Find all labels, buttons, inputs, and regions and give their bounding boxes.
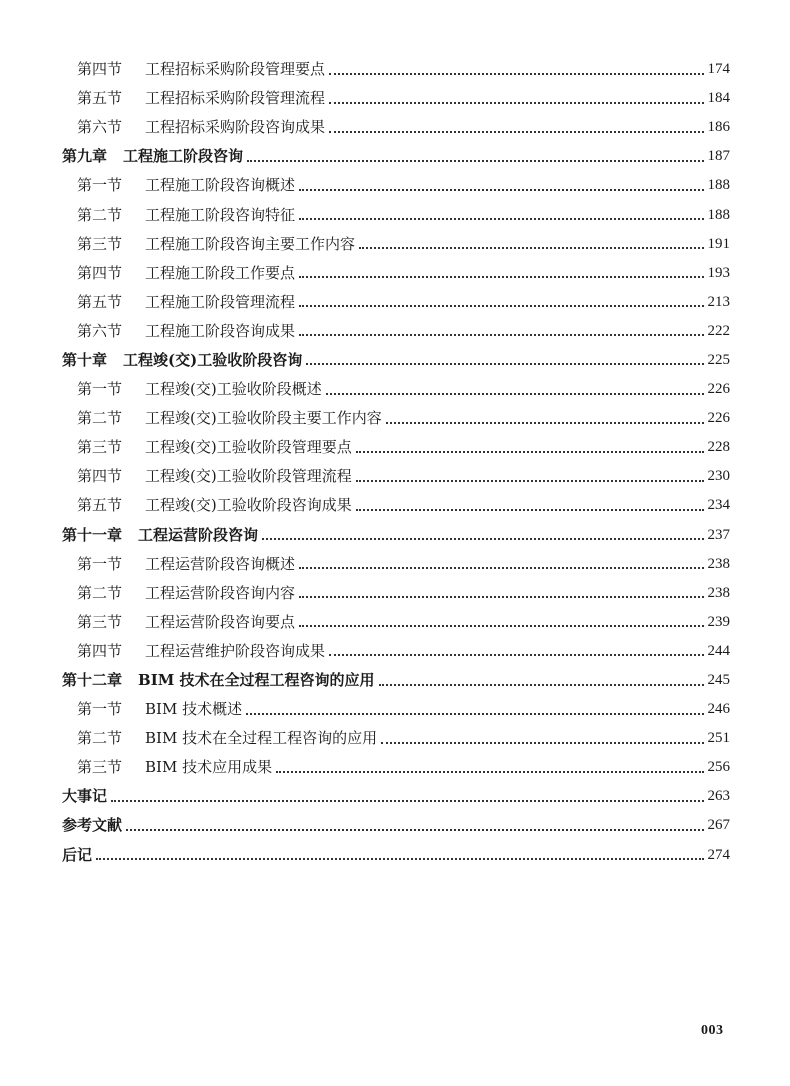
dot-leader [329, 131, 703, 133]
entry-title: 工程竣(交)工验收阶段咨询成果 [145, 496, 352, 515]
entry-page-number: 174 [707, 61, 730, 78]
entry-number: 第五节 [77, 292, 123, 311]
entry-title: 工程竣(交)工验收阶段管理要点 [145, 438, 352, 457]
toc-section-entry [62, 200, 730, 229]
entry-title: BIM 技术在全过程工程咨询的应用 [145, 729, 378, 748]
entry-page-number: 237 [707, 526, 730, 543]
dot-leader [329, 102, 703, 104]
entry-number: 第三节 [77, 234, 123, 253]
toc-section-entry [62, 579, 730, 608]
entry-number: 第三节 [77, 758, 123, 777]
entry-number: 第二节 [77, 409, 123, 428]
entry-page-number: 251 [707, 730, 730, 747]
entry-page-number: 263 [707, 788, 730, 805]
entry-page-number: 191 [707, 235, 730, 252]
entry-page-number: 244 [707, 642, 730, 659]
toc-section-entry [62, 491, 730, 520]
entry-number: 第十一章 [62, 525, 123, 544]
entry-title: 工程施工阶段管理流程 [145, 292, 296, 311]
toc-chapter-entry [62, 346, 730, 375]
toc-section-entry [62, 288, 730, 317]
entry-number: 第六节 [77, 321, 123, 340]
dot-leader [379, 684, 704, 686]
entry-number: 第二节 [77, 205, 123, 224]
toc-chapter-entry [62, 841, 730, 870]
toc-section-entry [62, 84, 730, 113]
entry-title: 后记 [62, 845, 93, 864]
dot-leader [111, 800, 703, 802]
toc-chapter-entry [62, 782, 730, 811]
toc-section-entry [62, 404, 730, 433]
entry-title: 工程运营阶段咨询概述 [145, 554, 296, 573]
toc-section-entry [62, 433, 730, 462]
dot-leader [276, 771, 703, 773]
dot-leader [356, 509, 704, 511]
dot-leader [299, 596, 703, 598]
entry-page-number: 213 [707, 293, 730, 310]
entry-number: 第三节 [77, 438, 123, 457]
entry-page-number: 226 [707, 381, 730, 398]
entry-page-number: 184 [707, 90, 730, 107]
toc-section-entry [62, 317, 730, 346]
entry-title: 工程施工阶段咨询概述 [145, 176, 296, 195]
entry-page-number: 228 [707, 439, 730, 456]
entry-title: 大事记 [62, 787, 108, 806]
entry-title: BIM 技术在全过程工程咨询的应用 [138, 671, 375, 690]
entry-page-number: 186 [707, 119, 730, 136]
dot-leader [329, 654, 703, 656]
entry-page-number: 274 [707, 846, 730, 863]
entry-number: 第十章 [62, 350, 108, 369]
toc-section-entry [62, 753, 730, 782]
entry-title: 工程竣(交)工验收阶段咨询 [123, 350, 303, 369]
entry-page-number: 188 [707, 177, 730, 194]
dot-leader [359, 247, 703, 249]
entry-number: 第一节 [77, 380, 123, 399]
toc-section-entry [62, 550, 730, 579]
toc-chapter-entry [62, 811, 730, 840]
entry-page-number: 230 [707, 468, 730, 485]
entry-number: 第一节 [77, 176, 123, 195]
entry-number: 第六节 [77, 118, 123, 137]
toc-section-entry [62, 171, 730, 200]
dot-leader [386, 422, 704, 424]
dot-leader [299, 567, 703, 569]
toc-section-entry [62, 230, 730, 259]
entry-title: 工程施工阶段咨询成果 [145, 321, 296, 340]
dot-leader [306, 363, 703, 365]
entry-title: 工程施工阶段咨询主要工作内容 [145, 234, 356, 253]
entry-title: BIM 技术应用成果 [145, 758, 273, 777]
entry-page-number: 222 [707, 322, 730, 339]
entry-page-number: 239 [707, 613, 730, 630]
toc-section-entry [62, 724, 730, 753]
entry-page-number: 193 [707, 264, 730, 281]
entry-page-number: 267 [707, 817, 730, 834]
entry-page-number: 226 [707, 410, 730, 427]
entry-title: 工程招标采购阶段管理流程 [145, 89, 326, 108]
entry-number: 第五节 [77, 89, 123, 108]
entry-title: 工程运营阶段咨询内容 [145, 583, 296, 602]
toc-chapter-entry [62, 521, 730, 550]
toc-section-entry [62, 462, 730, 491]
entry-title: 工程竣(交)工验收阶段管理流程 [145, 467, 352, 486]
dot-leader [356, 451, 704, 453]
entry-number: 第一节 [77, 700, 123, 719]
entry-title: 工程运营阶段咨询要点 [145, 612, 296, 631]
page-number: 003 [701, 1023, 724, 1038]
dot-leader [96, 858, 703, 860]
toc-chapter-entry [62, 666, 730, 695]
dot-leader [299, 305, 703, 307]
entry-page-number: 188 [707, 206, 730, 223]
entry-number: 第九章 [62, 147, 108, 166]
entry-number: 第二节 [77, 729, 123, 748]
dot-leader [356, 480, 704, 482]
entry-title: 工程竣(交)工验收阶段主要工作内容 [145, 409, 382, 428]
entry-title: BIM 技术概述 [145, 700, 243, 719]
entry-title: 工程施工阶段咨询特征 [145, 205, 296, 224]
dot-leader [326, 393, 704, 395]
entry-page-number: 245 [707, 672, 730, 689]
entry-title: 工程运营阶段咨询 [138, 525, 259, 544]
entry-page-number: 187 [707, 148, 730, 165]
toc-section-entry [62, 637, 730, 666]
dot-leader [299, 189, 703, 191]
entry-number: 第四节 [77, 467, 123, 486]
entry-title: 工程施工阶段咨询 [123, 147, 244, 166]
dot-leader [299, 276, 703, 278]
entry-title: 参考文献 [62, 816, 123, 835]
toc-section-entry [62, 113, 730, 142]
dot-leader [246, 713, 703, 715]
entry-page-number: 225 [707, 351, 730, 368]
entry-page-number: 246 [707, 701, 730, 718]
entry-page-number: 256 [707, 759, 730, 776]
dot-leader [299, 625, 703, 627]
dot-leader [247, 160, 703, 162]
entry-title: 工程竣(交)工验收阶段概述 [145, 380, 322, 399]
toc-section-entry [62, 695, 730, 724]
dot-leader [299, 218, 703, 220]
entry-page-number: 234 [707, 497, 730, 514]
entry-page-number: 238 [707, 555, 730, 572]
entry-number: 第三节 [77, 612, 123, 631]
dot-leader [329, 73, 703, 75]
toc-section-entry [62, 259, 730, 288]
entry-number: 第四节 [77, 60, 123, 79]
entry-title: 工程招标采购阶段管理要点 [145, 60, 326, 79]
entry-page-number: 238 [707, 584, 730, 601]
dot-leader [299, 334, 703, 336]
entry-title: 工程施工阶段工作要点 [145, 263, 296, 282]
entry-number: 第四节 [77, 641, 123, 660]
toc-chapter-entry [62, 142, 730, 171]
dot-leader [126, 829, 703, 831]
entry-number: 第五节 [77, 496, 123, 515]
entry-title: 工程运营维护阶段咨询成果 [145, 641, 326, 660]
toc-section-entry [62, 375, 730, 404]
dot-leader [381, 742, 703, 744]
entry-number: 第二节 [77, 583, 123, 602]
entry-number: 第四节 [77, 263, 123, 282]
entry-title: 工程招标采购阶段咨询成果 [145, 118, 326, 137]
table-of-contents [62, 55, 730, 870]
entry-number: 第十二章 [62, 671, 123, 690]
toc-section-entry [62, 608, 730, 637]
dot-leader [262, 538, 703, 540]
entry-number: 第一节 [77, 554, 123, 573]
toc-section-entry [62, 55, 730, 84]
